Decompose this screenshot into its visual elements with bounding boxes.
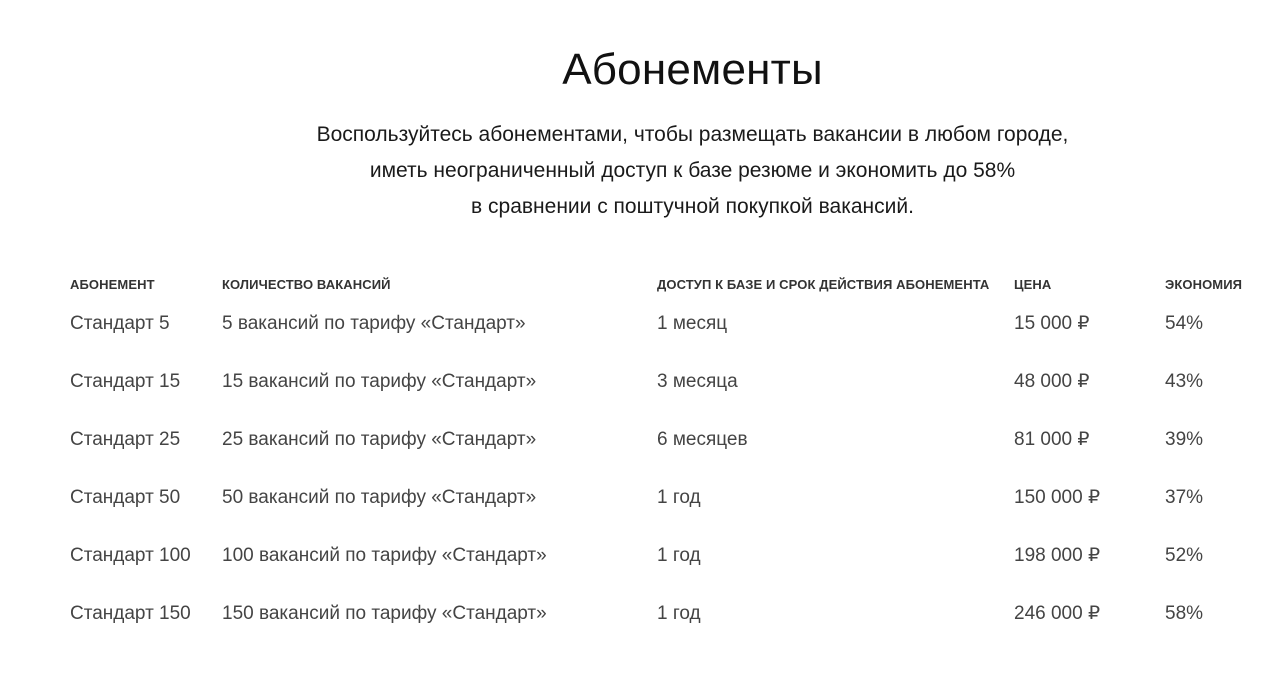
table-row xyxy=(70,532,1270,590)
subscription-name: Стандарт 100 xyxy=(70,545,191,566)
vacancies-count: 25 вакансий по тарифу «Стандарт» xyxy=(222,429,537,450)
subscription-name: Стандарт 150 xyxy=(70,603,191,624)
savings: 58% xyxy=(1165,603,1204,624)
column-header-subscription: АБОНЕМЕНТ xyxy=(70,277,155,292)
subscription-name: Стандарт 25 xyxy=(70,429,181,450)
vacancies-count: 15 вакансий по тарифу «Стандарт» xyxy=(222,371,537,392)
access-duration: 1 месяц xyxy=(657,313,728,334)
column-header-price: ЦЕНА xyxy=(1014,277,1052,292)
savings: 54% xyxy=(1165,313,1204,334)
vacancies-count: 50 вакансий по тарифу «Стандарт» xyxy=(222,487,537,508)
intro-line: иметь неограниченный доступ к базе резюме и экономить до 58% xyxy=(369,159,1016,182)
access-duration: 1 год xyxy=(657,487,701,508)
table-row xyxy=(70,358,1270,416)
price: 15 000 ₽ xyxy=(1014,313,1090,334)
column-header-vacancies: КОЛИЧЕСТВО ВАКАНСИЙ xyxy=(222,277,391,292)
table-row xyxy=(70,590,1270,648)
subscription-name: Стандарт 50 xyxy=(70,487,181,508)
subscription-name: Стандарт 15 xyxy=(70,371,181,392)
access-duration: 1 год xyxy=(657,545,701,566)
access-duration: 6 месяцев xyxy=(657,429,748,450)
price: 150 000 ₽ xyxy=(1014,487,1101,508)
price: 246 000 ₽ xyxy=(1014,603,1101,624)
savings: 43% xyxy=(1165,371,1204,392)
page-title: Абонементы xyxy=(562,45,823,94)
table-row xyxy=(70,300,1270,358)
intro-text xyxy=(0,117,1280,225)
intro-line: в сравнении с поштучной покупкой вакансий. xyxy=(471,195,914,218)
subscription-name: Стандарт 5 xyxy=(70,313,170,334)
table-header xyxy=(70,270,1270,300)
access-duration: 3 месяца xyxy=(657,371,738,392)
vacancies-count: 100 вакансий по тарифу «Стандарт» xyxy=(222,545,547,566)
savings: 39% xyxy=(1165,429,1204,450)
vacancies-count: 5 вакансий по тарифу «Стандарт» xyxy=(222,313,526,334)
price: 81 000 ₽ xyxy=(1014,429,1090,450)
intro-line: Воспользуйтесь абонементами, чтобы размещать вакансии в любом городе, xyxy=(316,123,1069,146)
vacancies-count: 150 вакансий по тарифу «Стандарт» xyxy=(222,603,547,624)
table-row xyxy=(70,416,1270,474)
column-header-savings: ЭКОНОМИЯ xyxy=(1165,277,1243,292)
savings: 37% xyxy=(1165,487,1204,508)
price: 48 000 ₽ xyxy=(1014,371,1090,392)
table-row xyxy=(70,474,1270,532)
subscriptions-table xyxy=(70,270,1270,648)
price: 198 000 ₽ xyxy=(1014,545,1101,566)
access-duration: 1 год xyxy=(657,603,701,624)
column-header-access: ДОСТУП К БАЗЕ И СРОК ДЕЙСТВИЯ АБОНЕМЕНТА xyxy=(657,277,990,292)
savings: 52% xyxy=(1165,545,1204,566)
